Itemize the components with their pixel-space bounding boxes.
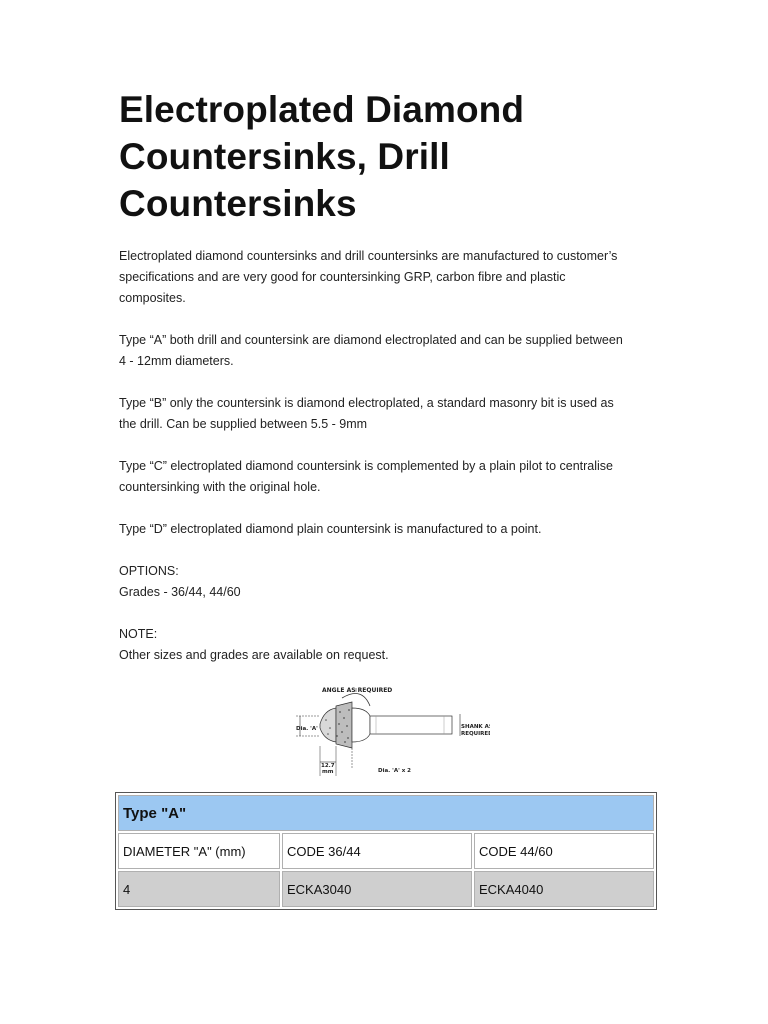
text-line: countersinking with the original hole.	[119, 480, 321, 494]
text-line: Electroplated diamond countersinks and drill countersinks are manufactured to customer’s	[119, 249, 618, 263]
body-taper	[352, 708, 370, 742]
countersink-head	[336, 702, 352, 748]
text-line: Grades - 36/44, 44/60	[119, 585, 241, 599]
title-line: Countersinks	[119, 183, 357, 224]
shank-label-2: REQUIRED	[461, 731, 490, 737]
countersink-drawing	[290, 684, 490, 780]
document-page	[119, 86, 659, 666]
type-a-table	[115, 792, 657, 910]
options-paragraph	[119, 561, 659, 603]
text-line: Type “C” electroplated diamond countersink is complemented by a plain pilot to centralise	[119, 459, 614, 473]
shank-label-1: SHANK AS	[461, 724, 490, 730]
column-header-code-3644: CODE 36/44	[282, 833, 472, 869]
length-label-1: 12.7	[321, 763, 335, 769]
pilot-tip	[320, 708, 336, 742]
table-row	[118, 871, 654, 907]
length-label-2: mm	[322, 769, 334, 775]
page-title	[119, 86, 659, 227]
type-c-paragraph	[119, 456, 659, 498]
shank	[370, 716, 452, 734]
column-header-code-4460: CODE 44/60	[474, 833, 654, 869]
title-line: Electroplated Diamond	[119, 89, 525, 130]
title-line: Countersinks, Drill	[119, 136, 450, 177]
angle-label: ANGLE AS REQUIRED	[322, 687, 393, 694]
countersink-diagram	[290, 684, 490, 780]
note-paragraph	[119, 624, 659, 666]
text-line: Type “A” both drill and countersink are diamond electroplated and can be supplied between	[119, 333, 623, 347]
text-line: Type “B” only the countersink is diamond electroplated, a standard masonry bit is used as	[119, 396, 614, 410]
text-line: 4 - 12mm diameters.	[119, 354, 234, 368]
dia-label: Dia. 'A'	[296, 726, 318, 732]
type-d-paragraph	[119, 519, 659, 540]
text-line: composites.	[119, 291, 186, 305]
text-line: OPTIONS:	[119, 564, 179, 578]
table-header-row	[118, 833, 654, 869]
intro-paragraph	[119, 246, 659, 309]
cell-diameter: 4	[118, 871, 280, 907]
text-line: Other sizes and grades are available on request.	[119, 648, 389, 662]
text-line: the drill. Can be supplied between 5.5 - 9mm	[119, 417, 368, 431]
column-header-diameter: DIAMETER "A" (mm)	[118, 833, 280, 869]
table-title: Type "A"	[118, 795, 654, 831]
cell-code-4460: ECKA4040	[474, 871, 654, 907]
cell-code-3644: ECKA3040	[282, 871, 472, 907]
text-line: specifications and are very good for countersinking GRP, carbon fibre and plastic	[119, 270, 566, 284]
type-a-paragraph	[119, 330, 659, 372]
text-line: NOTE:	[119, 627, 158, 641]
table-title-row	[118, 795, 654, 831]
text-line: Type “D” electroplated diamond plain countersink is manufactured to a point.	[119, 522, 542, 536]
type-b-paragraph	[119, 393, 659, 435]
dia2-label: Dia. 'A' x 2	[378, 768, 411, 774]
